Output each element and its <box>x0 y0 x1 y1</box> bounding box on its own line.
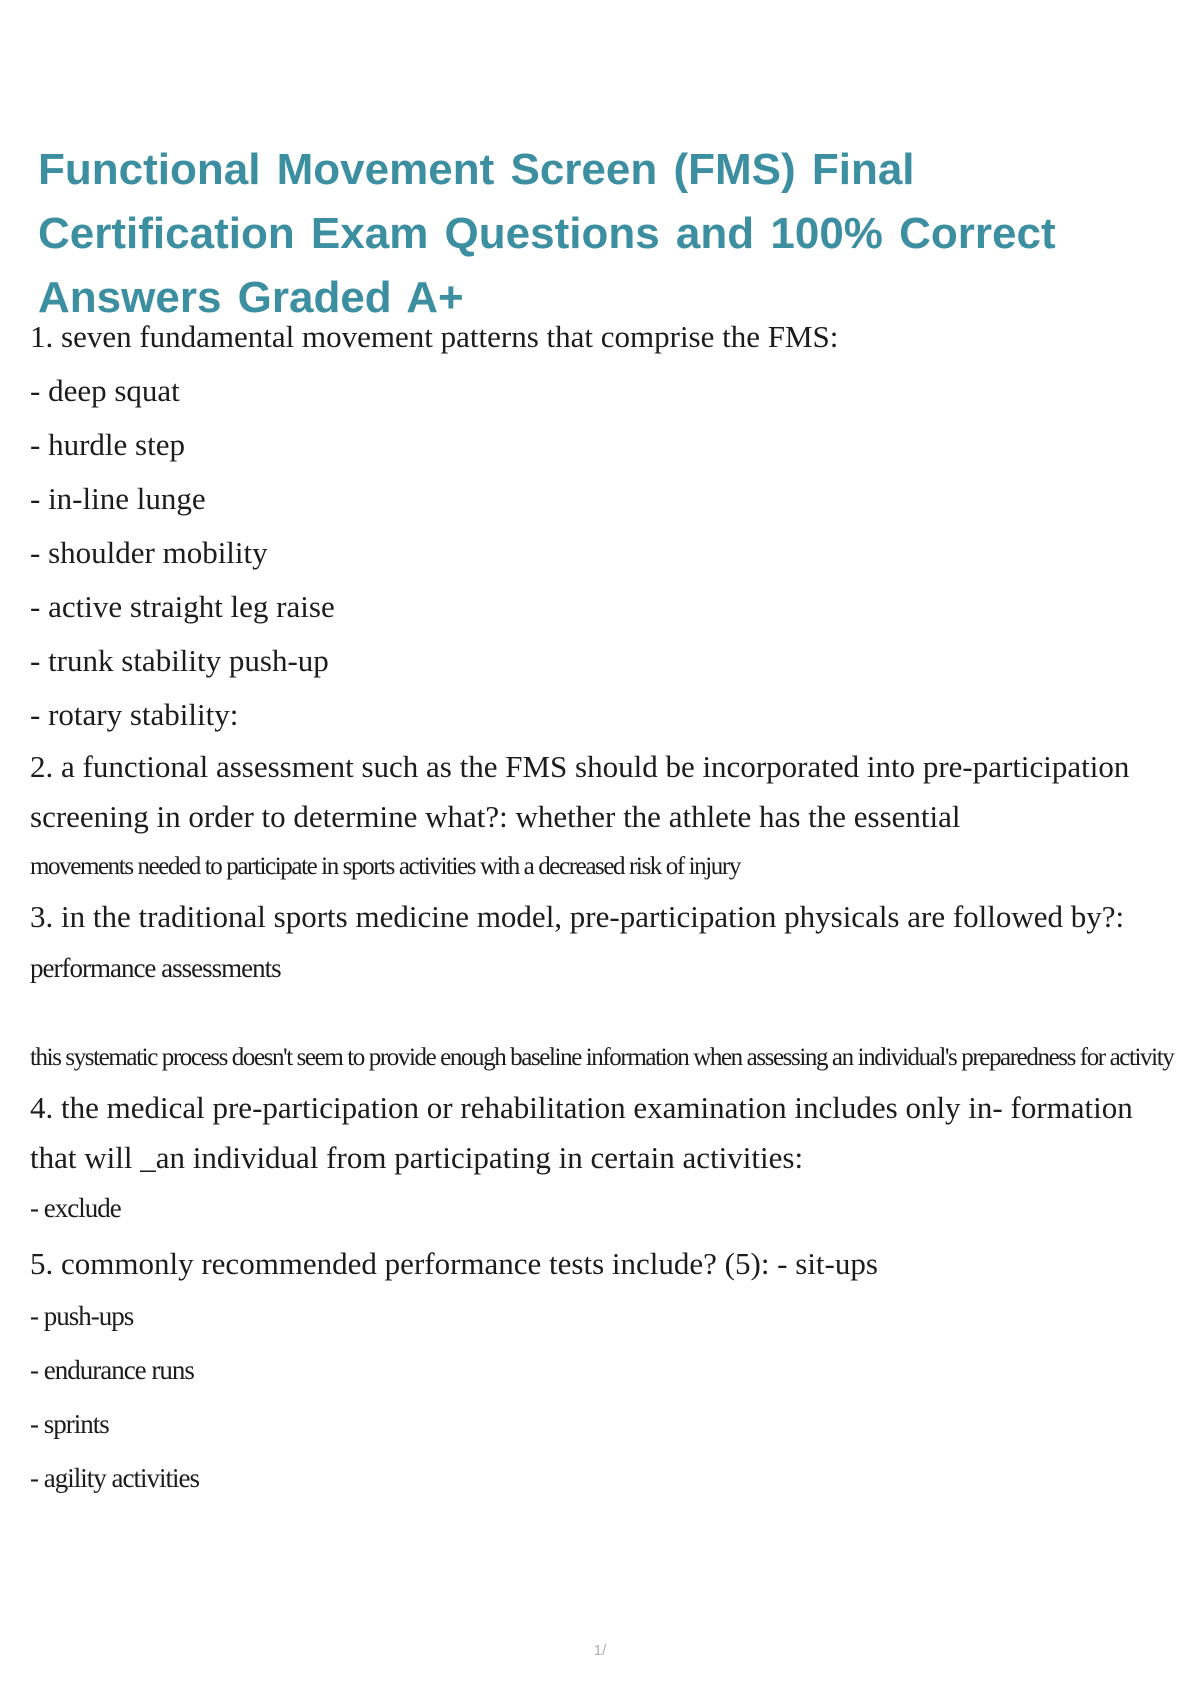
answer-4: - exclude <box>30 1193 121 1223</box>
list-item: - push-ups <box>30 1301 134 1331</box>
question-4: 4. the medical pre-participation or rehabilitation examination includes only in- formation that will _an individual from participating in certain activities: <box>30 1090 1133 1175</box>
list-item: - active straight leg raise <box>30 589 335 624</box>
answer-2-tail: movements needed to participate in sports activities with a decreased risk of injury <box>30 853 740 880</box>
question-5: 5. commonly recommended performance tests include? (5): - sit-ups <box>30 1246 878 1281</box>
list-item: - agility activities <box>30 1463 199 1493</box>
list-item: - shoulder mobility <box>30 535 268 570</box>
spacer <box>30 993 1180 1033</box>
question-1: 1. seven fundamental movement patterns that comprise the FMS: <box>30 319 839 354</box>
answer-3: performance assessments <box>30 953 281 983</box>
question-3-text: 3. in the traditional sports medicine model, pre-participation physicals are followed by?: <box>30 899 1125 934</box>
document-title: Functional Movement Screen (FMS) Final Certification Exam Questions and 100% Correct Answers Graded A+ <box>38 145 1056 322</box>
list-item: - endurance runs <box>30 1355 194 1385</box>
question-3 <box>30 892 1180 993</box>
question-2: 2. a functional assessment such as the FMS should be incorporated into pre-participation screening in order to determine what?: whether the athlete has the essential <box>30 749 1130 834</box>
page-number: 1/ <box>593 1642 607 1659</box>
list-item: - trunk stability push-up <box>30 643 329 678</box>
document-body <box>30 310 1180 1507</box>
note-3: this systematic process doesn't seem to provide enough baseline information when assessing an individual's preparedness for activity <box>30 1044 1174 1071</box>
list-item: - hurdle step <box>30 427 185 462</box>
list-item: - sprints <box>30 1409 109 1439</box>
list-item: - deep squat <box>30 373 180 408</box>
list-item: - rotary stability: <box>30 697 239 732</box>
list-item: - in-line lunge <box>30 481 206 516</box>
